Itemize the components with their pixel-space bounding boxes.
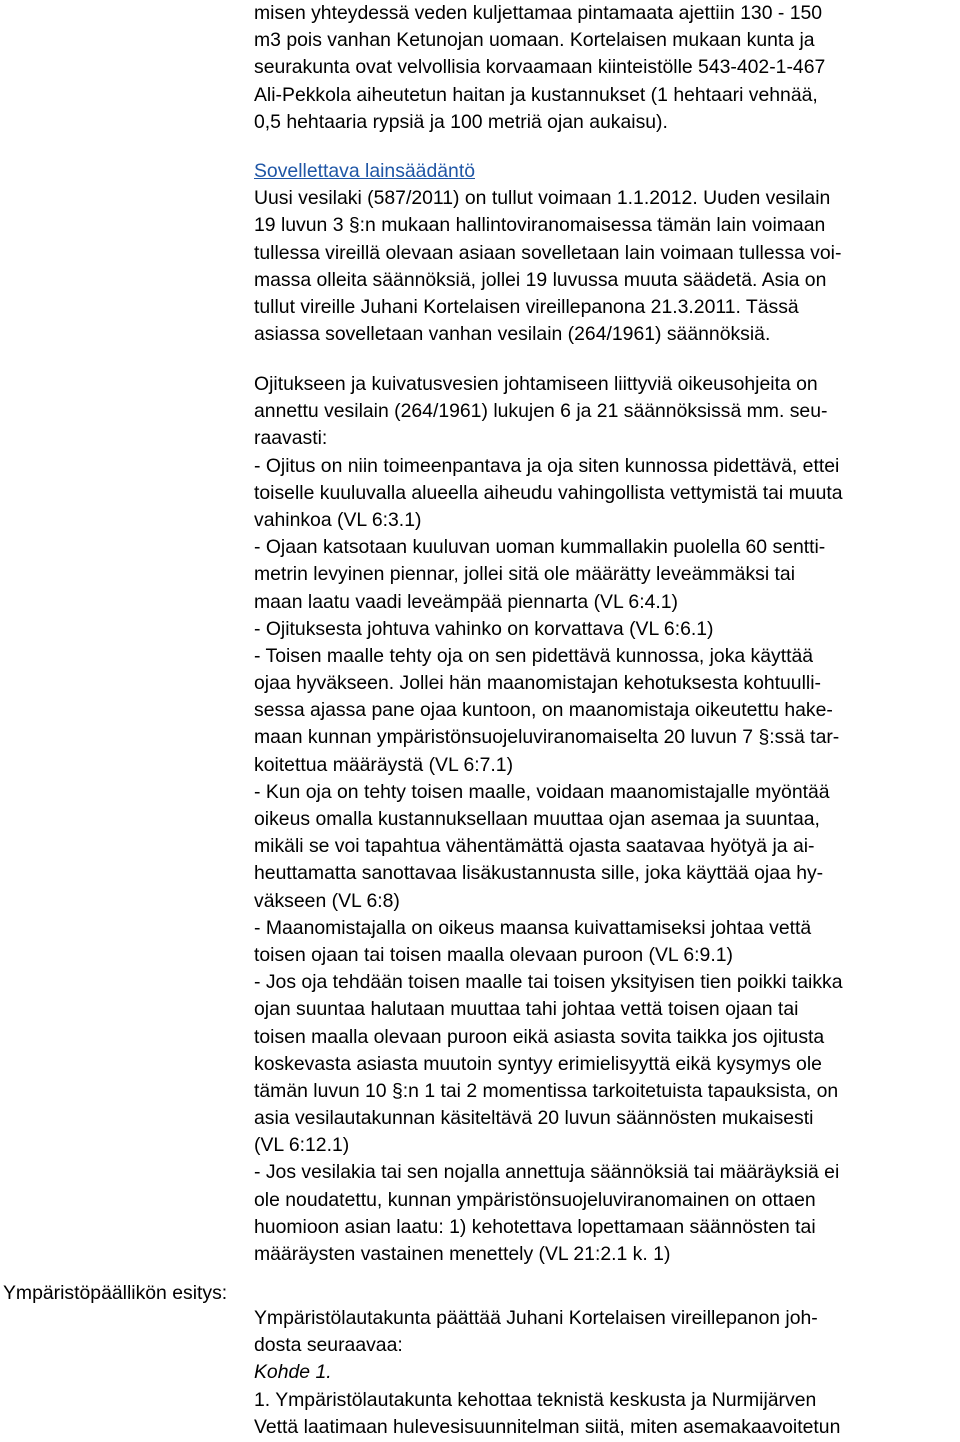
legislation-line: massa olleita säännöksiä, jollei 19 luvussa muuta säädetä. Asia on xyxy=(254,268,827,291)
guidance-line: (VL 6:12.1) xyxy=(254,1134,350,1157)
legislation-line: asiassa sovelletaan vanhan vesilain (264/1961) säännöksiä. xyxy=(254,323,771,346)
guidance-line: toiselle kuuluvalla alueella aiheudu vahingollista vettymistä tai muuta xyxy=(254,481,843,504)
intro-line: misen yhteydessä veden kuljettamaa pintamaata ajettiin 130 - 150 xyxy=(254,2,823,24)
intro-line: m3 pois vanhan Ketunojan uomaan. Kortelaisen mukaan kunta ja xyxy=(254,29,815,52)
guidance-line: maan kunnan ympäristönsuojeluviranomaiselta 20 luvun 7 §:ssä tar- xyxy=(254,726,840,749)
proposal-line: dosta seuraavaa: xyxy=(254,1334,403,1357)
guidance-line: määräysten vastainen menettely (VL 21:2.1 k. 1) xyxy=(254,1243,671,1265)
guidance-line: vahinkoa (VL 6:3.1) xyxy=(254,508,422,531)
guidance-line: annettu vesilain (264/1961) lukujen 6 ja 21 säännöksissä mm. seu- xyxy=(254,400,828,423)
guidance-line: asia vesilautakunnan käsiteltävä 20 luvun säännösten mukaisesti xyxy=(254,1107,814,1130)
legislation-line: tullut vireille Juhani Kortelaisen vireillepanona 21.3.2011. Tässä xyxy=(254,295,799,318)
legislation-line: tullessa vireillä olevaan asiaan sovelletaan lain voimaan tullessa voi- xyxy=(254,241,842,264)
guidance-line: tämän luvun 10 §:n 1 tai 2 momentissa tarkoitetuista tapauksista, on xyxy=(254,1079,839,1102)
guidance-section xyxy=(254,371,954,1268)
guidance-line: huomioon asian laatu: 1) kehotettava lopettamaan säännösten tai xyxy=(254,1215,816,1238)
guidance-line: oikeus omalla kustannuksellaan muuttaa ojan asemaa ja suuntaa, xyxy=(254,808,820,830)
proposal-item-line: Vettä laatimaan hulevesisuunnitelman siitä, miten asemakaavoitetun xyxy=(254,1415,841,1438)
legislation-line: 19 luvun 3 §:n mukaan hallintoviranomaisessa tämän lain voimaan xyxy=(254,214,826,237)
proposal-item-line: 1. Ympäristölautakunta kehottaa teknistä keskusta ja Nurmijärven xyxy=(254,1388,817,1411)
guidance-line: sessa ajassa pane ojaa kuntoon, on maanomistaja oikeutettu hake- xyxy=(254,699,833,722)
guidance-line: - Ojitus on niin toimeenpantava ja oja siten kunnossa pidettävä, ettei xyxy=(254,454,840,477)
legislation-heading-link[interactable]: Sovellettava lainsäädäntö xyxy=(254,160,475,182)
guidance-line: raavasti: xyxy=(254,427,328,450)
guidance-line: ole noudatettu, kunnan ympäristönsuojeluviranomainen on ottaen xyxy=(254,1188,816,1211)
guidance-line: - Ojaan katsotaan kuuluvan uoman kummallakin puolella 60 sentti- xyxy=(254,536,826,559)
guidance-line: koitettua määräystä (VL 6:7.1) xyxy=(254,753,514,776)
guidance-line: - Kun oja on tehty toisen maalle, voidaan maanomistajalle myöntää xyxy=(254,780,830,803)
guidance-line: maan laatu vaadi leveämpää piennarta (VL 6:4.1) xyxy=(254,590,678,613)
guidance-line: - Jos vesilakia tai sen nojalla annettuja säännöksiä tai määräyksiä ei xyxy=(254,1161,840,1184)
proposal-line: Ympäristölautakunta päättää Juhani Kortelaisen vireillepanon joh- xyxy=(254,1307,818,1329)
guidance-line: toisen ojaan tai toisen maalla olevaan puroon (VL 6:9.1) xyxy=(254,943,733,966)
guidance-line: mikäli se voi tapahtua vähentämättä ojasta saatavaa hyötyä ja ai- xyxy=(254,835,815,858)
legislation-line: Uusi vesilaki (587/2011) on tullut voimaan 1.1.2012. Uuden vesilain xyxy=(254,187,831,210)
legislation-section xyxy=(254,158,954,348)
guidance-line: väkseen (VL 6:8) xyxy=(254,889,400,912)
intro-line: 0,5 hehtaaria rypsiä ja 100 metriä ojan aukaisu). xyxy=(254,110,668,133)
proposal-label: Ympäristöpäällikön esitys: xyxy=(3,1282,228,1304)
guidance-line: - Jos oja tehdään toisen maalle tai toisen yksityisen tien poikki taikka xyxy=(254,971,843,994)
guidance-line: - Maanomistajalla on oikeus maansa kuivattamiseksi johtaa vettä xyxy=(254,916,812,939)
proposal-section xyxy=(254,1305,954,1441)
guidance-line: ojan suuntaa halutaan muuttaa tahi johtaa vettä toisen ojaan tai xyxy=(254,998,799,1021)
guidance-line: - Toisen maalle tehty oja on sen pidettävä kunnossa, joka käyttää xyxy=(254,644,814,667)
intro-paragraph xyxy=(254,0,954,136)
intro-line: seurakunta ovat velvollisia korvaamaan kiinteistölle 543-402-1-467 xyxy=(254,56,826,79)
guidance-line: Ojitukseen ja kuivatusvesien johtamiseen liittyviä oikeusohjeita on xyxy=(254,373,818,395)
guidance-line: - Ojituksesta johtuva vahinko on korvattava (VL 6:6.1) xyxy=(254,617,714,640)
guidance-line: metrin levyinen piennar, jollei sitä ole määrätty leveämmäksi tai xyxy=(254,563,796,586)
guidance-line: toisen maalla olevaan puroon eikä asiasta sovita taikka jos ojitusta xyxy=(254,1025,825,1048)
intro-line: Ali-Pekkola aiheutetun haitan ja kustannukset (1 hehtaari vehnää, xyxy=(254,83,818,106)
guidance-line: heuttamatta sanottavaa lisäkustannusta sille, joka käyttää ojaa hy- xyxy=(254,862,824,885)
proposal-item-title: Kohde 1. xyxy=(254,1361,332,1384)
guidance-line: koskevasta asiasta muutoin syntyy erimielisyyttä eikä kysymys ole xyxy=(254,1052,822,1075)
guidance-line: ojaa hyväkseen. Jollei hän maanomistajan kehotuksesta kohtuulli- xyxy=(254,672,821,695)
